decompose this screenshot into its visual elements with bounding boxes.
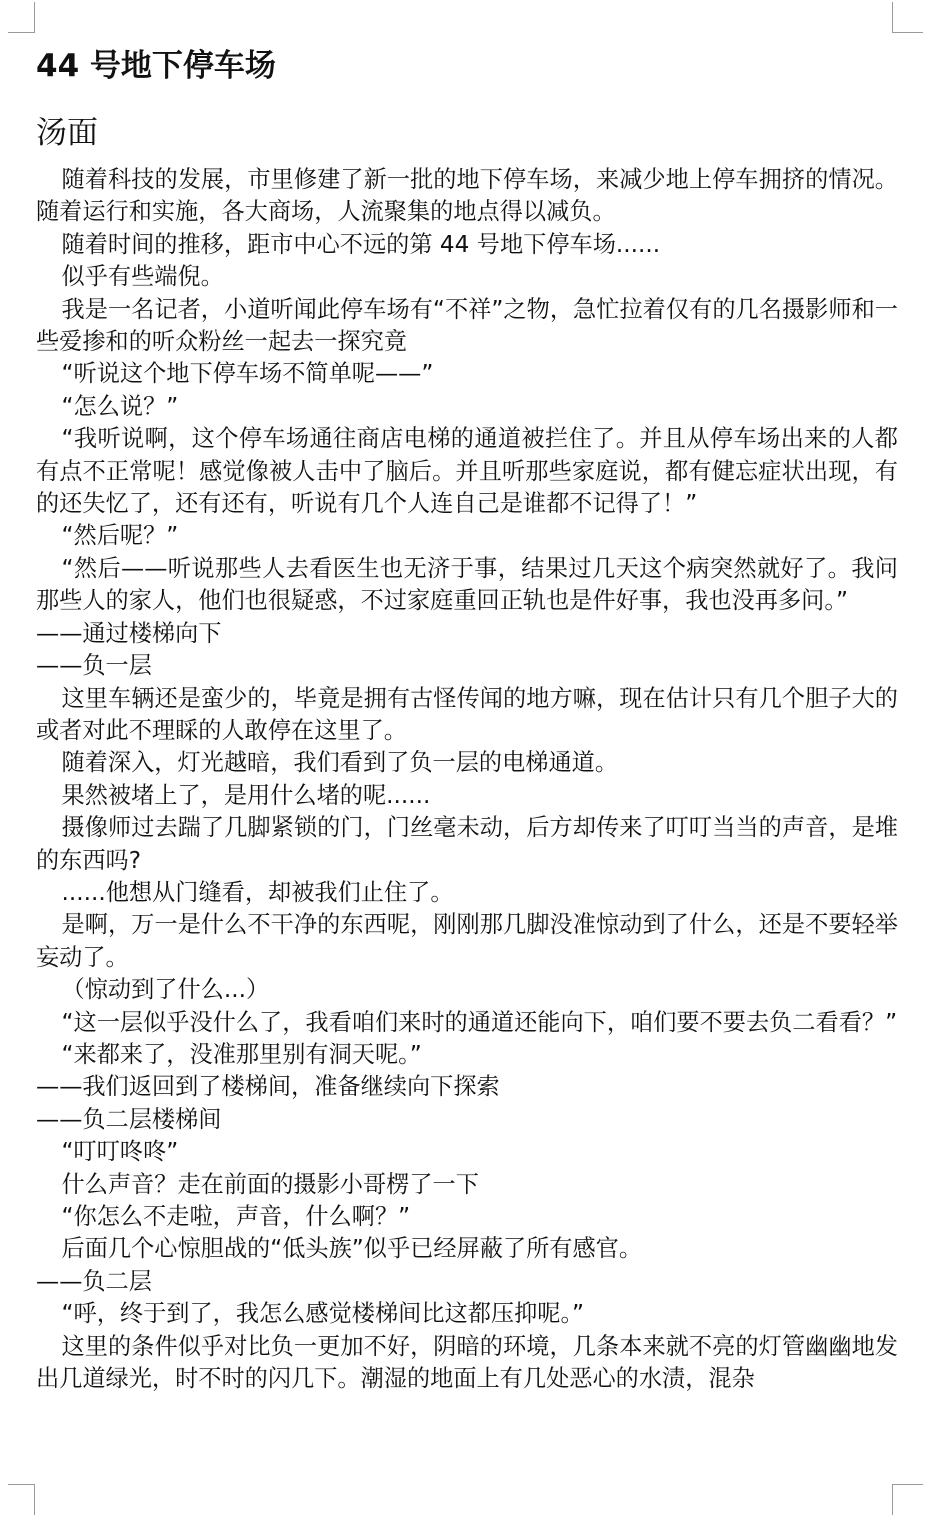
crop-mark-bottom-left bbox=[8, 1484, 35, 1515]
scene-marker: ——负二层楼梯间 bbox=[36, 1105, 222, 1133]
story-paragraph: 后面几个心惊胆战的“低头族”似乎已经屏蔽了所有感官。 bbox=[61, 1235, 643, 1263]
scene-marker: ——通过楼梯向下 bbox=[36, 619, 222, 647]
story-paragraph: “然后——听说那些人去看医生也无济于事，结果过几天这个病突然就好了。我问那些人的家人，他们也很疑惑，不过家庭重回正轨也是件好事，我也没再多问。” bbox=[36, 554, 898, 615]
story-paragraph: 我是一名记者，小道听闻此停车场有“不祥”之物，急忙拉着仅有的几名摄影师和一些爱掺和的听众粉丝一起去一探究竟 bbox=[36, 295, 898, 356]
story-paragraph: 随着科技的发展，市里修建了新一批的地下停车场，来减少地上停车拥挤的情况。随着运行和实施，各大商场，人流聚集的地点得以减负。 bbox=[36, 166, 898, 226]
story-paragraph: “然后呢？” bbox=[61, 522, 179, 550]
story-paragraph: 似乎有些端倪。 bbox=[61, 263, 224, 291]
story-paragraph: 摄像师过去踹了几脚紧锁的门，门丝毫未动，后方却传来了叮叮当当的声音，是堆的东西吗? bbox=[36, 814, 898, 874]
story-paragraph: “你怎么不走啦，声音，什么啊？” bbox=[61, 1203, 411, 1230]
story-paragraph: 什么声音？走在前面的摄影小哥楞了一下 bbox=[61, 1170, 479, 1198]
story-paragraph: “呼，终于到了，我怎么感觉楼梯间比这都压抑呢。” bbox=[61, 1300, 585, 1328]
document-title: 44 号地下停车场 bbox=[36, 48, 276, 84]
crop-mark-top-right bbox=[892, 2, 923, 33]
scene-marker: ——我们返回到了楼梯间，准备继续向下探索 bbox=[36, 1073, 500, 1101]
story-paragraph: 这里车辆还是蛮少的，毕竟是拥有古怪传闻的地方嘛，现在估计只有几个胆子大的或者对此不理睬的人敢停在这里了。 bbox=[36, 684, 898, 744]
crop-mark-top-left bbox=[8, 2, 35, 33]
scene-marker: ——负二层 bbox=[36, 1267, 152, 1295]
story-paragraph: 这里的条件似乎对比负一更加不好，阴暗的环境，几条本来就不亮的灯管幽幽地发出几道绿光，时不时的闪几下。潮湿的地面上有几处恶心的水渍，混杂 bbox=[36, 1332, 898, 1393]
story-paragraph: 是啊，万一是什么不干净的东西呢，刚刚那几脚没准惊动到了什么，还是不要轻举妄动了。 bbox=[36, 911, 898, 971]
story-paragraph: “来都来了，没准那里别有洞天呢。” bbox=[61, 1040, 422, 1068]
story-paragraph: “我听说啊，这个停车场通往商店电梯的通道被拦住了。并且从停车场出来的人都有点不正常呢！感觉像被人击中了脑后。并且听那些家庭说，都有健忘症状出现，有的还失忆了，还有还有，听说有几个人连自己是谁都不记得了！” bbox=[36, 425, 898, 518]
section-heading: 汤面 bbox=[36, 115, 98, 151]
story-paragraph: “这一层似乎没什么了，我看咱们来时的通道还能向下，咱们要不要去负二看看？” bbox=[61, 1008, 898, 1036]
story-paragraph: （惊动到了什么...） bbox=[61, 976, 270, 1004]
crop-mark-bottom-right bbox=[892, 1484, 923, 1515]
scene-marker: ——负一层 bbox=[36, 652, 152, 680]
story-paragraph: “怎么说？” bbox=[61, 392, 179, 420]
story-paragraph: ......他想从门缝看，却被我们止住了。 bbox=[61, 878, 454, 906]
story-paragraph: 随着时间的推移，距市中心不远的第 44 号地下停车场...... bbox=[61, 230, 661, 258]
story-body bbox=[36, 164, 898, 1395]
story-paragraph: 果然被堵上了，是用什么堵的呢...... bbox=[61, 781, 431, 809]
story-paragraph: “听说这个地下停车场不简单呢——” bbox=[61, 360, 434, 388]
story-paragraph: 随着深入，灯光越暗，我们看到了负一层的电梯通道。 bbox=[61, 749, 619, 777]
story-paragraph: “叮叮咚咚” bbox=[61, 1138, 179, 1166]
